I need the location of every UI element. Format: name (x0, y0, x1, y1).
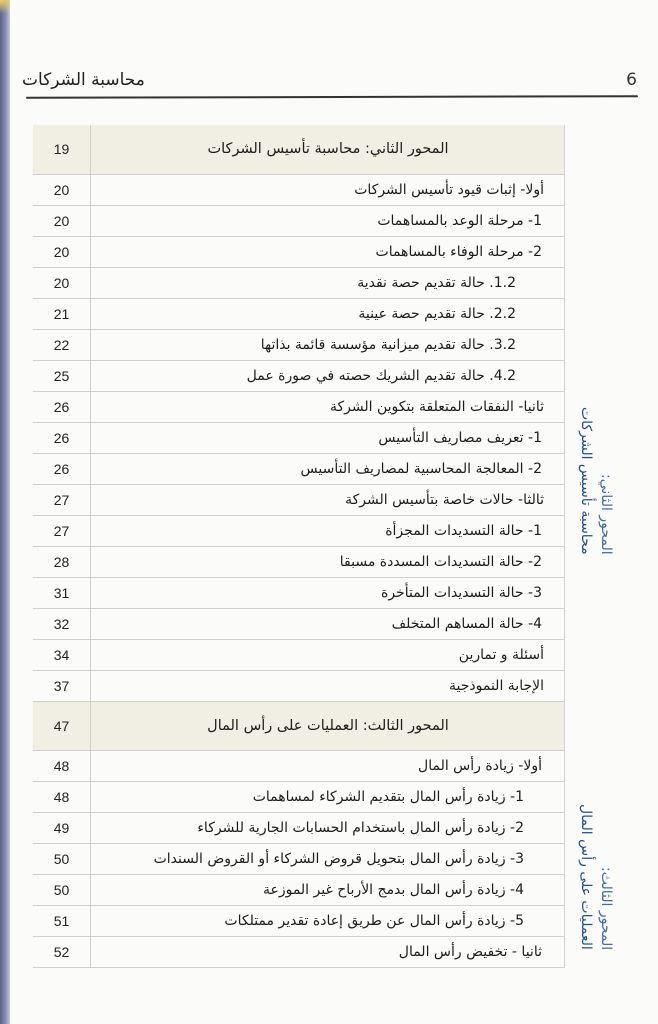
toc-page-number: 34 (53, 646, 70, 663)
toc-entry (33, 360, 565, 391)
toc-entry-title: 3.2. حالة تقديم ميزانية مؤسسة قائمة بذاتها (91, 329, 565, 360)
side-label-axis-3-line2: العمليات على رأس المال (578, 804, 594, 950)
toc-page-number: 19 (33, 125, 91, 174)
toc-page-number: 47 (33, 701, 91, 750)
toc-entry (33, 781, 565, 812)
toc-entry-title: 2- حالة التسديدات المسددة مسبقا (91, 546, 565, 577)
toc-entry-title: 3- زيادة رأس المال بتحويل قروض الشركاء أو القروض السندات (91, 843, 565, 874)
side-label-axis-3-line1: المحور الثالث: (598, 866, 614, 950)
toc-entry-title: 1- مرحلة الوعد بالمساهمات (91, 205, 565, 236)
toc-entry (33, 874, 565, 905)
toc-page-number: 21 (53, 305, 70, 322)
toc-entry (33, 236, 565, 267)
toc-page-number: 49 (53, 819, 70, 836)
toc-entry (33, 174, 565, 205)
toc-page-number: 20 (53, 243, 70, 260)
toc-entry-title: 5- زيادة رأس المال عن طريق إعادة تقدير ممتلكات (91, 905, 565, 936)
toc-page-number: 31 (53, 584, 70, 601)
toc-entry (33, 670, 565, 701)
toc-page-number: 25 (53, 367, 70, 384)
toc-entry (33, 329, 565, 360)
table-of-contents (33, 125, 565, 968)
toc-section-heading (33, 701, 565, 750)
toc-section-heading (33, 125, 565, 174)
running-title: محاسبة الشركات (22, 70, 145, 90)
toc-page-number: 50 (53, 881, 70, 898)
toc-page-number: 20 (53, 274, 70, 291)
toc-entry-title: 4- حالة المساهم المتخلف (91, 608, 565, 639)
toc-entry (33, 843, 565, 874)
toc-entry-title: 2.2. حالة تقديم حصة عينية (91, 298, 565, 329)
toc-entry-title: الإجابة النموذجية (91, 670, 565, 701)
side-label-axis-3 (576, 780, 616, 950)
toc-entry (33, 905, 565, 936)
book-spine-edge (0, 0, 10, 1024)
running-header (22, 68, 637, 98)
toc-entry-title: 1- تعريف مصاريف التأسيس (91, 422, 565, 453)
side-label-axis-2 (576, 345, 616, 555)
toc-entry-title: 2- مرحلة الوفاء بالمساهمات (91, 236, 565, 267)
toc-entry (33, 546, 565, 577)
toc-entry-title: أولا- إثبات قيود تأسيس الشركات (91, 174, 565, 205)
toc-entry (33, 453, 565, 484)
toc-page-number: 26 (53, 429, 70, 446)
toc-entry-title: المحور الثاني: محاسبة تأسيس الشركات (91, 125, 565, 174)
toc-entry (33, 298, 565, 329)
toc-page-number: 52 (53, 943, 70, 960)
toc-entry (33, 639, 565, 670)
toc-entry-title: أولا- زيادة رأس المال (91, 750, 565, 781)
toc-page-number: 32 (53, 615, 70, 632)
toc-entry (33, 750, 565, 781)
toc-page-number: 27 (53, 491, 70, 508)
toc-entry (33, 267, 565, 298)
toc-page-number: 37 (53, 677, 70, 694)
toc-entry (33, 391, 565, 422)
toc-entry-title: أسئلة و تمارين (91, 639, 565, 670)
toc-entry (33, 515, 565, 546)
toc-entry (33, 936, 565, 967)
toc-page-number: 48 (53, 757, 70, 774)
toc-page-number: 51 (53, 912, 70, 929)
toc-page-number: 22 (53, 336, 70, 353)
toc-entry-title: ثانيا- النفقات المتعلقة بتكوين الشركة (91, 391, 565, 422)
toc-entry-title: 1- حالة التسديدات المجزأة (91, 515, 565, 546)
toc-entry (33, 812, 565, 843)
toc-entry-title: المحور الثالث: العمليات على رأس المال (91, 701, 565, 750)
toc-page-number: 27 (53, 522, 70, 539)
toc-page-number: 28 (53, 553, 70, 570)
toc-entry-title: 1.2. حالة تقديم حصة نقدية (91, 267, 565, 298)
toc-entry-title: ثالثا- حالات خاصة بتأسيس الشركة (91, 484, 565, 515)
toc-entry-title: ثانيا - تخفيض رأس المال (91, 936, 565, 967)
toc-entry (33, 484, 565, 515)
toc-entry (33, 608, 565, 639)
toc-entry (33, 422, 565, 453)
side-label-axis-2-line1: المحور الثاني: (598, 474, 614, 555)
toc-entry-title: 2- زيادة رأس المال باستخدام الحسابات الجارية للشركاء (91, 812, 565, 843)
toc-page-number: 50 (53, 850, 70, 867)
toc-page-number: 48 (53, 788, 70, 805)
toc-entry-title: 1- زيادة رأس المال بتقديم الشركاء لمساهمات (91, 781, 565, 812)
toc-entry-title: 4- زيادة رأس المال بدمج الأرباح غير الموزعة (91, 874, 565, 905)
toc-entry (33, 577, 565, 608)
toc-entry-title: 2- المعالجة المحاسبية لمصاريف التأسيس (91, 453, 565, 484)
toc-page-number: 26 (53, 460, 70, 477)
toc-page-number: 26 (53, 398, 70, 415)
toc-page-number: 20 (53, 181, 70, 198)
toc-page-number: 20 (53, 212, 70, 229)
toc-entry-title: 3- حالة التسديدات المتأخرة (91, 577, 565, 608)
side-label-axis-2-line2: محاسبة تأسيس الشركات (578, 407, 594, 555)
toc-entry (33, 205, 565, 236)
toc-entry-title: 4.2. حالة تقديم الشريك حصته في صورة عمل (91, 360, 565, 391)
page-number: 6 (626, 70, 637, 90)
